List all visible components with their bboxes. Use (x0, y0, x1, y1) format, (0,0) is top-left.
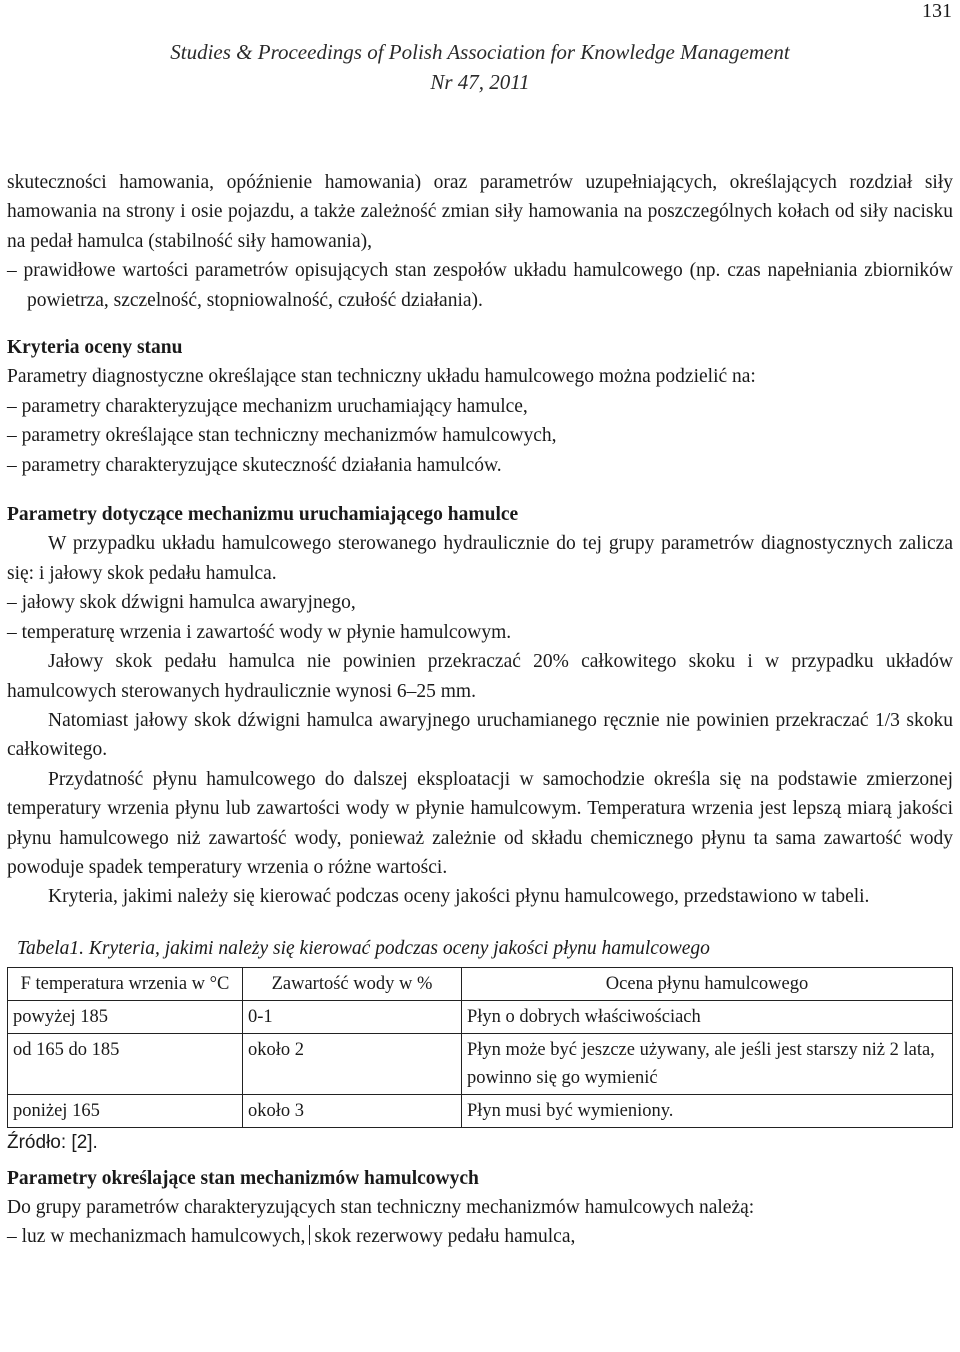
table-header-cell: Ocena płynu hamulcowego (462, 968, 953, 1001)
mechanism-paragraph-2: Jałowy skok pedału hamulca nie powinien przekraczać 20% całkowitego skoku i w przypadku układów hamulcowych sterowanych hydraulicznie wynosi 6–25 mm. (7, 651, 953, 702)
brakes-paragraph: Do grupy parametrów charakteryzujących stan techniczny mechanizmów hamulcowych należą: (7, 1196, 755, 1218)
criteria-paragraph: Parametry diagnostyczne określające stan techniczny układu hamulcowego można podzielić na: (7, 366, 756, 388)
table-cell: około 3 (243, 1095, 462, 1128)
page-number: 131 (922, 0, 952, 22)
article-body (7, 168, 953, 1252)
intro-dash-item: – prawidłowe wartości parametrów opisujących stan zespołów układu hamulcowego (np. czas napełniania zbiorników powietrza, szczelność, stopniowalność, czułość działania). (7, 260, 953, 311)
brakes-item-part-1: – luz w mechanizmach hamulcowych, (7, 1226, 306, 1248)
table-row (8, 1001, 953, 1034)
table-header-cell: F temperatura wrzenia w °C (8, 968, 243, 1001)
table-cell: Płyn może być jeszcze używany, ale jeśli jest starszy niż 2 lata, powinno się go wymienić (462, 1034, 953, 1095)
criteria-item: – parametry charakteryzujące mechanizm uruchamiający hamulce, (7, 395, 528, 417)
journal-name: Studies & Proceedings of Polish Association for Knowledge Management (170, 40, 790, 64)
table-cell: Płyn musi być wymieniony. (462, 1095, 953, 1128)
table-header-row (8, 968, 953, 1001)
criteria-item: – parametry określające stan techniczny mechanizmów hamulcowych, (7, 425, 557, 447)
table-cell: od 165 do 185 (8, 1034, 243, 1095)
table-cell: około 2 (243, 1034, 462, 1095)
criteria-item: – parametry charakteryzujące skuteczność działania hamulców. (7, 454, 502, 476)
mechanism-paragraph-1: W przypadku układu hamulcowego sterowanego hydraulicznie do tej grupy parametrów diagnostycznych zalicza się: i jałowy skok pedału hamulca. (7, 533, 953, 584)
table-cell: 0-1 (243, 1001, 462, 1034)
journal-issue: Nr 47, 2011 (430, 70, 530, 94)
table-source: Źródło: [2]. (7, 1132, 98, 1154)
table-cell: powyżej 185 (8, 1001, 243, 1034)
mechanism-paragraph-4: Przydatność płynu hamulcowego do dalszej eksploatacji w samochodzie określa się na podstawie zmierzonej temperatury wrzenia płynu lub zawartości wody w płynie hamulcowym. Temperatura wrzenia jest lepszą miarą jakości płynu hamulcowego niż zawartość wody, ponieważ zależnie od składu chemicznego płynu ta sama zawartość wody powoduje spadek temperatury wrzenia o różne wartości. (7, 768, 953, 878)
mechanism-item: – temperaturę wrzenia i zawartość wody w płynie hamulcowym. (7, 621, 512, 643)
table-row (8, 1034, 953, 1095)
mechanism-item: – jałowy skok dźwigni hamulca awaryjnego, (7, 592, 356, 614)
table-header-cell: Zawartość wody w % (243, 968, 462, 1001)
table-cell: Płyn o dobrych właściwościach (462, 1001, 953, 1034)
brakes-item-part-2: skok rezerwowy pedału hamulca, (314, 1226, 576, 1248)
table-caption: Tabela1. Kryteria, jakimi należy się kierować podczas oceny jakości płynu hamulcowego (17, 937, 710, 959)
table-cell: poniżej 165 (8, 1095, 243, 1128)
text-cursor-icon (309, 1225, 310, 1245)
mechanism-paragraph-3: Natomiast jałowy skok dźwigni hamulca awaryjnego uruchamianego ręcznie nie powinien przekraczać 1/3 skoku całkowitego. (7, 709, 953, 761)
criteria-heading: Kryteria oceny stanu (7, 337, 183, 359)
brakes-heading: Parametry określające stan mechanizmów hamulcowych (7, 1167, 479, 1189)
criteria-table (7, 967, 953, 1128)
brakes-item (7, 1222, 953, 1251)
mechanism-paragraph-5: Kryteria, jakimi należy się kierować podczas oceny jakości płynu hamulcowego, przedstawiono w tabeli. (48, 886, 870, 908)
intro-paragraph: skuteczności hamowania, opóźnienie hamowania) oraz parametrów uzupełniających, określających rozdział siły hamowania na strony i osie pojazdu, a także zależność zmian siły hamowania na poszczególnych kołach od siły nacisku na pedał hamulca (stabilność siły hamowania), (7, 172, 953, 252)
table-row (8, 1095, 953, 1128)
mechanism-heading: Parametry dotyczące mechanizmu uruchamiającego hamulce (7, 504, 519, 526)
